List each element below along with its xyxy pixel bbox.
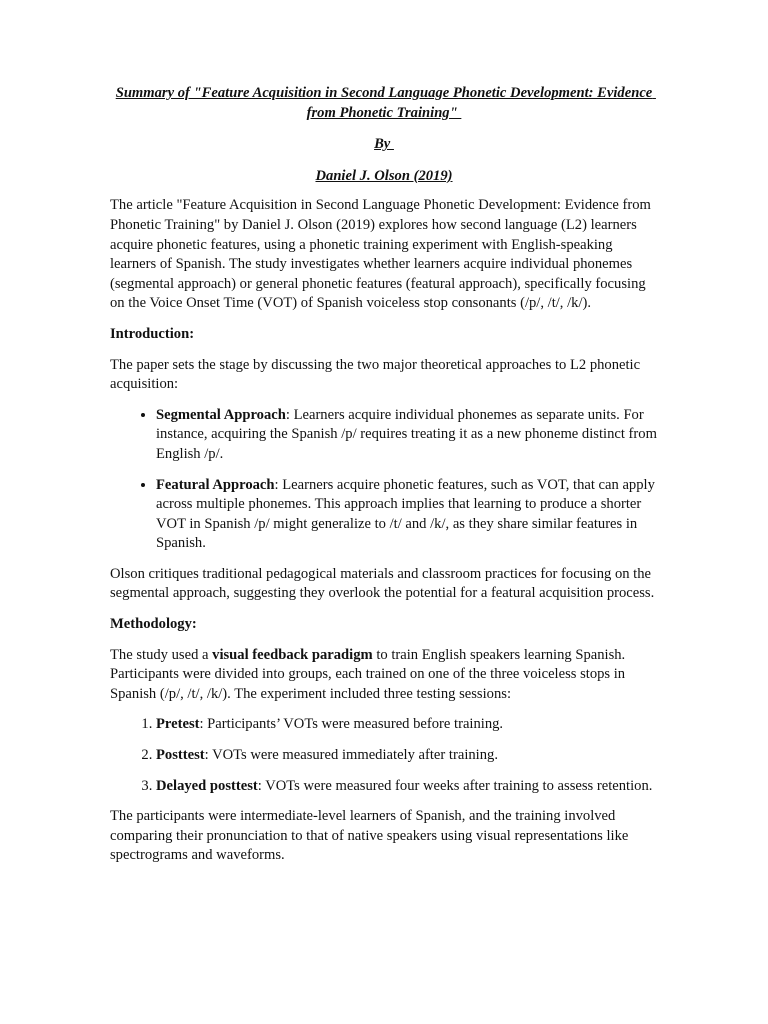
- session-term: Posttest: [156, 747, 205, 764]
- bullet-term: Featural Approach: [156, 476, 275, 493]
- intro-paragraph: The article "Feature Acquisition in Second Language Phonetic Development: Evidence from Phonetic Training" by Daniel J. Olson (2019) explores how second language (L2) learners acquire phonetic features, using a phonetic training experiment with English-speaking learners of Spanish. The study investigates whether learners acquire individual phonemes (segmental approach) or general phonetic features (featural approach), specifically focusing on the Voice Onset Time (VOT) of Spanish voiceless stop consonants (/p/, /t/, /k/).: [110, 197, 651, 312]
- methodology-heading: Methodology:: [110, 616, 197, 633]
- list-item: [156, 715, 658, 735]
- critique-paragraph: Olson critiques traditional pedagogical materials and classroom practices for focusing on the segmental approach, suggesting they overlook the potential for a featural acquisition process.: [110, 565, 655, 602]
- session-text: : VOTs were measured four weeks after training to assess retention.: [257, 777, 653, 794]
- list-item: [156, 777, 658, 797]
- methodology-lead-before: The study used a: [110, 646, 213, 663]
- methodology-lead-bold: visual feedback paradigm: [212, 646, 373, 663]
- document-page: [110, 84, 658, 877]
- session-term: Delayed posttest: [156, 777, 258, 794]
- list-item: [156, 746, 658, 766]
- session-list: [110, 715, 658, 796]
- introduction-lead: The paper sets the stage by discussing the two major theoretical approaches to L2 phonetic acquisition:: [110, 356, 641, 393]
- list-item: [156, 476, 658, 554]
- approach-list: [110, 406, 658, 554]
- introduction-heading: Introduction:: [110, 325, 195, 342]
- list-item: [156, 406, 658, 465]
- bullet-text: : Learners acquire phonetic features, such as VOT, that can apply across multiple phonemes. This approach implies that learning to produce a shorter VOT in Spanish /p/ might generalize to /t/ and /k/, as they share similar features in Spanish.: [156, 476, 655, 552]
- session-text: : Participants’ VOTs were measured before training.: [199, 716, 504, 733]
- document-byline: By: [374, 136, 394, 153]
- bullet-term: Segmental Approach: [156, 406, 286, 423]
- bullet-text: : Learners acquire individual phonemes as separate units. For instance, acquiring the Spanish /p/ requires treating it as a new phoneme distinct from English /p/.: [156, 406, 657, 462]
- methodology-lead: [110, 646, 658, 705]
- session-term: Pretest: [156, 716, 200, 733]
- methodology-lead-after: to train English speakers learning Spanish. Participants were divided into groups, each trained on one of the three voiceless stops in Spanish (/p/, /t/, /k/). The experiment included three testing sessions:: [110, 646, 626, 702]
- document-title: Summary of "Feature Acquisition in Second Language Phonetic Development: Evidence from Phonetic Training": [115, 85, 656, 121]
- document-author: Daniel J. Olson (2019): [315, 167, 453, 184]
- closing-paragraph: The participants were intermediate-level learners of Spanish, and the training involved comparing their pronunciation to that of native speakers using visual representations like spectrograms and waveforms.: [110, 808, 629, 864]
- session-text: : VOTs were measured immediately after training.: [204, 747, 498, 764]
